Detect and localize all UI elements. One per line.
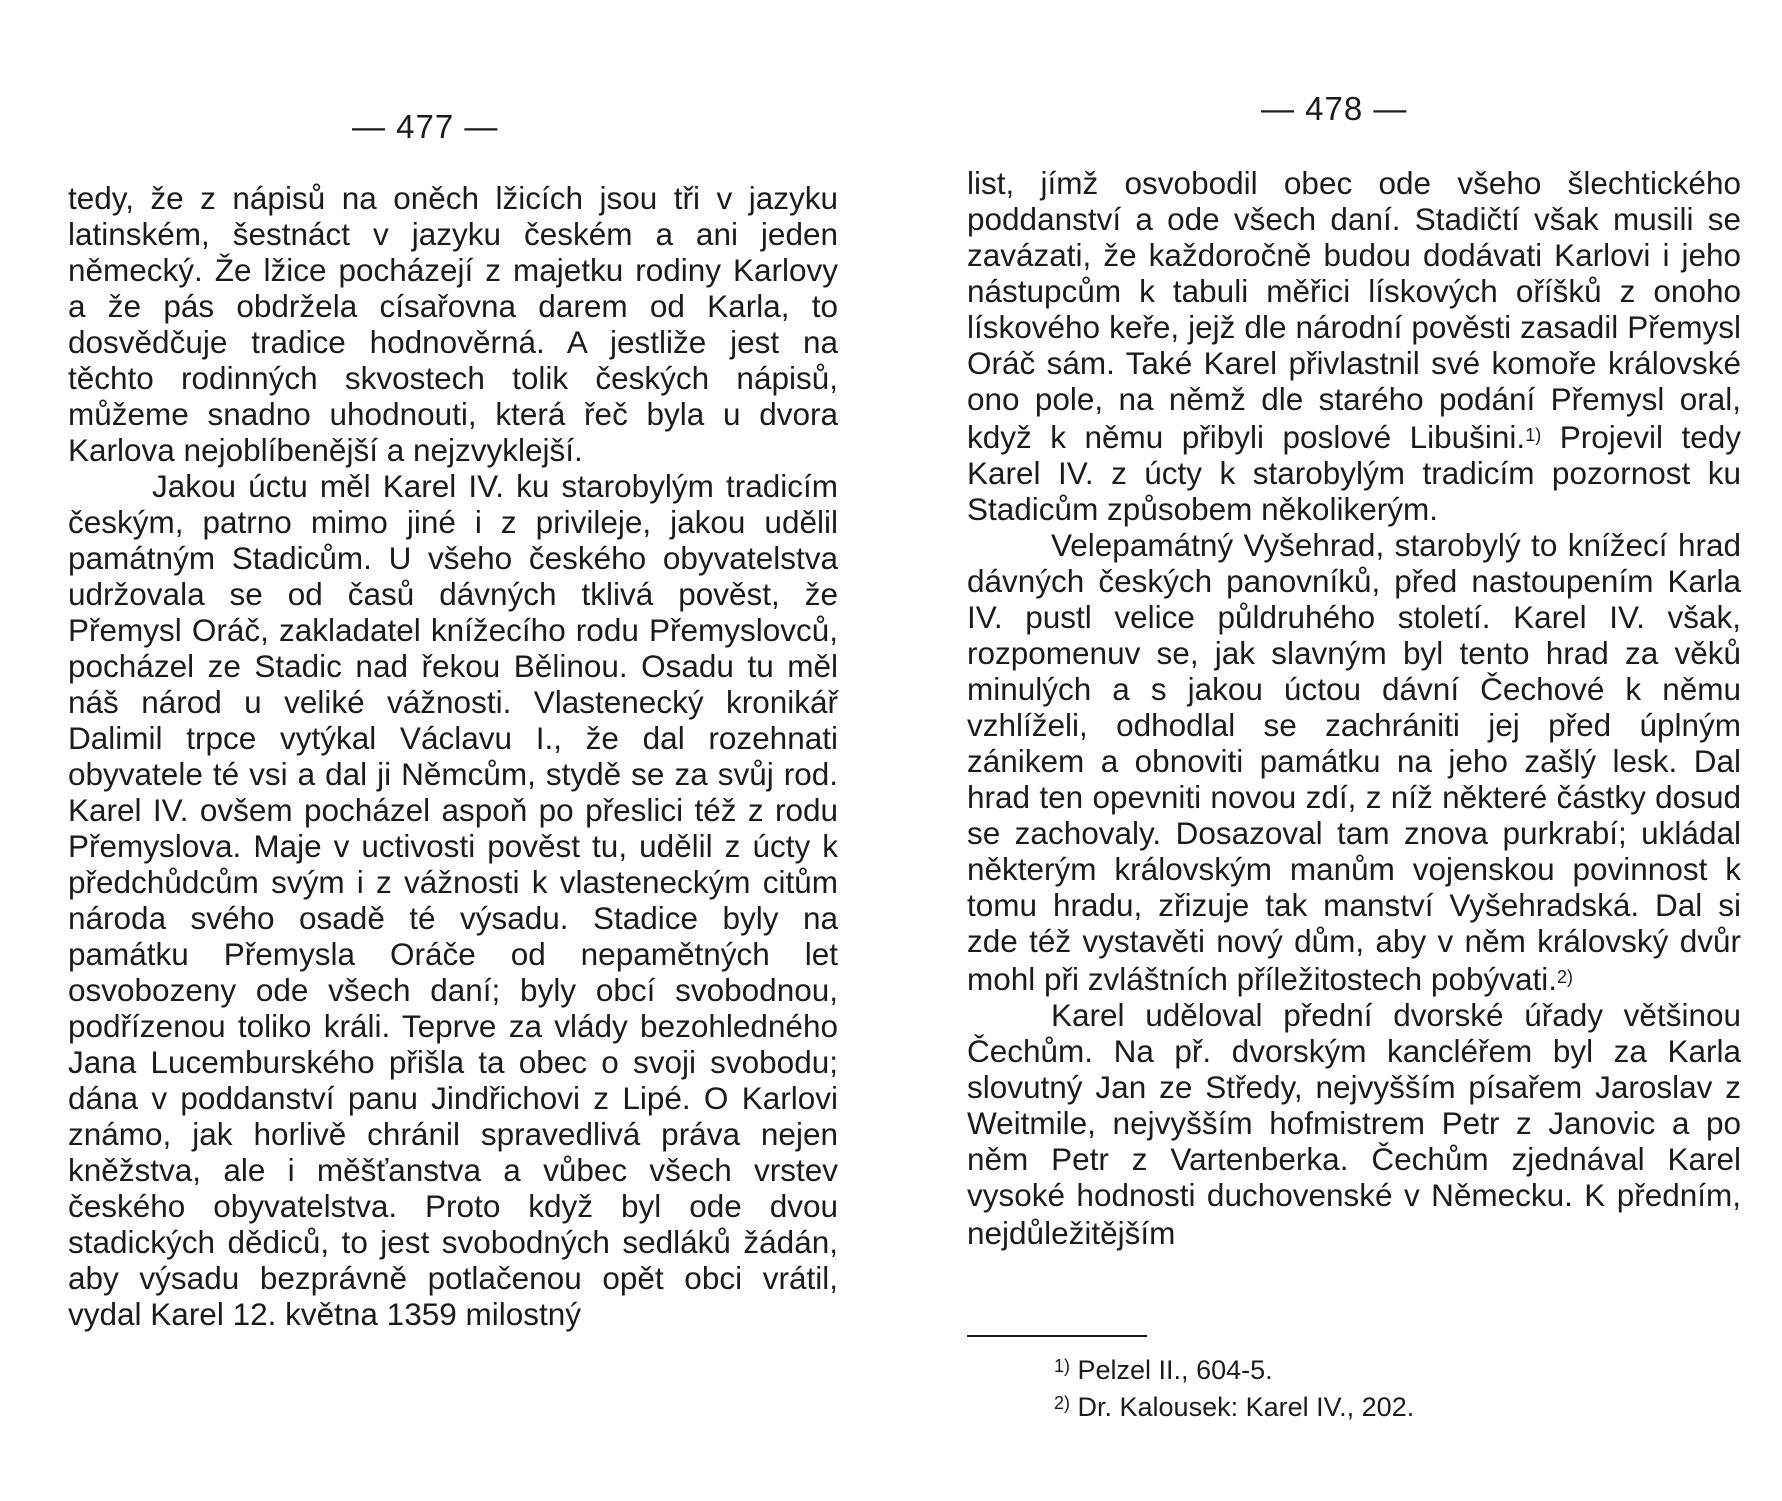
page-number-right: — 478 —: [1261, 90, 1408, 127]
paragraph: [967, 997, 1741, 1251]
paragraph-text: Projevil tedy Karel IV. z úcty k starobylým tradicím pozornost ku Stadicům způsobem několikerým.: [967, 419, 1742, 527]
paragraph: tedy, že z nápisů na oněch lžicích jsou tři v jazyku latinském, šestnáct v jazyku českém a ani jeden německý. Že lžice pocházejí z majetku rodiny Karlovy a že pás obdržela císařovna darem od Karla, to dosvědčuje tradice hodnověrná. A jestliže jest na těchto rodinných skvostech tolik českých nápisů, můžeme snadno uhodnouti, která řeč byla u dvora Karlova nejoblíbenější a nejzvyklejší.: [68, 180, 838, 468]
footnote-text: Pelzel II., 604-5.: [1070, 1355, 1273, 1385]
right-body-text: [967, 165, 1741, 1251]
footnotes: [1054, 1350, 1414, 1424]
paragraph: Jakou úctu měl Karel IV. ku starobylým tradicím českým, patrno mimo jiné i z privileje, jakou udělil památným Stadicům. U všeho českého obyvatelstva udržovala se od časů dávných tklivá pověst, že Přemysl Oráč, zakladatel knížecího rodu Přemyslovců, pocházel ze Stadic nad řekou Bělinou. Osadu tu měl náš národ u veliké vážnosti. Vlastenecký kronikář Dalimil trpce vytýkal Václavu I., že dal rozehnati obyvatele té vsi a dal ji Němcům, stydě se za svůj rod. Karel IV. ovšem pocházel aspoň po přeslici též z rodu Přemyslova. Maje v uctivosti pověst tu, udělil z úcty k předchůdcům svým i z vážnosti k vlasteneckým citům národa svého osadě té výsadu. Stadice byly na památku Přemysla Oráče od nepamětných let osvobozeny ode všech daní; byly obcí svobodnou, podřízenou toliko králi. Teprve za vlády bezohledného Jana Lucemburského přišla ta obec o svoji svobodu; dána v poddanství panu Jindřichovi z Lipé. O Karlovi známo, jak horlivě chránil spravedlivá práva nejen kněžstva, ale i měšťanstva a vůbec všech vrstev českého obyvatelstva. Proto když byl ode dvou stadických dědiců, to jest svobodných sedláků žádán, aby výsadu bezprávně potlačenou opět obci vrátil, vydal Karel 12. května 1359 milostný: [68, 468, 838, 1332]
page-number-left: — 477 —: [352, 108, 499, 145]
paragraph: [967, 527, 1741, 997]
footnote: [1054, 1350, 1414, 1387]
footnote-reference: 1): [1525, 425, 1542, 445]
footnote-text: Dr. Kalousek: Karel IV., 202.: [1070, 1392, 1415, 1422]
paragraph-text: Velepamátný Vyšehrad, starobylý to knížecí hrad dávných českých panovníků, před nastoupením Karla IV. pustl velice půldruhého století. Karel IV. však, rozpomenuv se, jak slavným byl tento hrad za věků minulých a s jakou úctou dávní Čechové k němu vzhlíželi, odhodlal se zachrániti jej před úplným zánikem a obnoviti památku na jeho zašlý lesk. Dal hrad ten opevniti novou zdí, z níž některé částky dosud se zachovaly. Dosazoval tam znova purkrabí; ukládal některým královským manům vojenskou povinnost k tomu hradu, zřizuje tak manství Vyšehradská. Dal si zde též vystavěti nový dům, aby v něm královský dvůr mohl při zvláštních příležitostech pobývati.: [967, 527, 1741, 997]
footnote-divider: [967, 1335, 1147, 1337]
paragraph-text: list, jímž osvobodil obec ode všeho šlechtického poddanství a ode všech daní. Stadičtí však musili se zavázati, že každoročně budou dodávati Karlovi i jeho nástupcům k tabuli měřici lískových oříšků z onoho lískového keře, jejž dle národní pověsti zasadil Přemysl Oráč sám. Také Karel přivlastnil své komoře královské ono pole, na němž dle starého podání Přemysl oral, když k němu přibyli poslové Libušini.: [967, 165, 1741, 455]
paragraph-text: Karel uděloval přední dvorské úřady většinou Čechům. Na př. dvorským kancléřem byl za Karla slovutný Jan ze Středy, nejvyšším písařem Jaroslav z Weitmile, nejvyšším hofmistrem Petr z Janovic a po něm Petr z Vartenberka. Čechům zjednával Karel vysoké hodnosti duchovenské v Německu. K předním, nejdůležitějším: [967, 997, 1741, 1251]
footnote: [1054, 1387, 1414, 1424]
paragraph: [967, 165, 1741, 527]
left-body-text: [68, 180, 838, 1332]
footnote-mark: 1): [1054, 1356, 1071, 1376]
footnote-mark: 2): [1054, 1393, 1071, 1413]
right-page: [891, 0, 1782, 1501]
footnote-reference: 2): [1557, 967, 1574, 987]
